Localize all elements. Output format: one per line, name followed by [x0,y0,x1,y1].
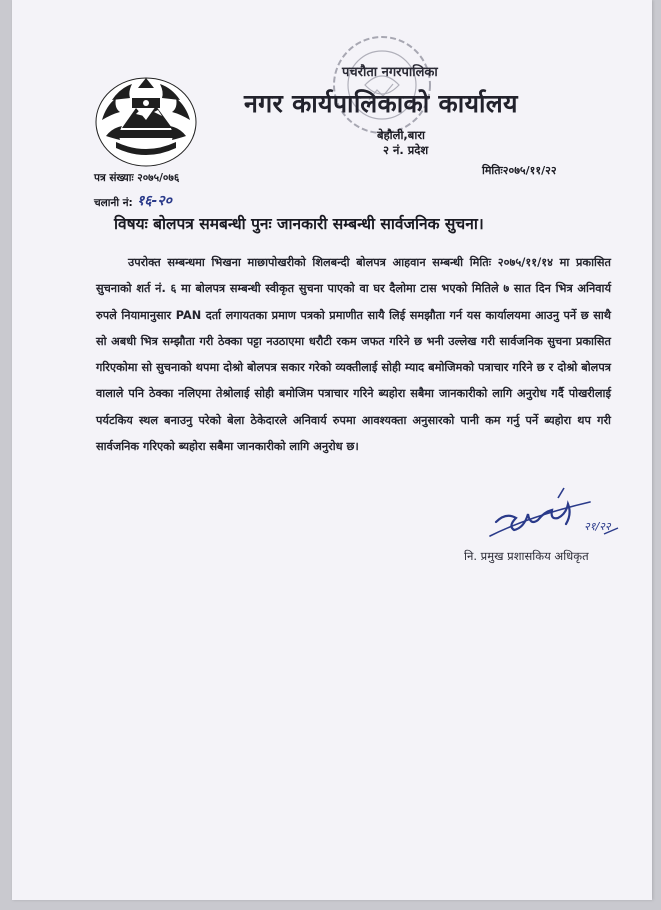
letter-body [96,250,611,460]
signatory-title: नि. प्रमुख प्रशासकिय अधिकृत [464,549,589,563]
handwritten-signature [486,484,636,546]
dispatch-number-label: चलानी नं: [94,197,133,209]
letter-number: पत्र संख्याः २०७५/०७६ [94,172,180,184]
letter-body-text: उपरोक्त सम्बन्धमा भिखना माछापोखरीको शिलबन्दी बोलपत्र आहवान सम्बन्धी मितिः २०७५/११/१४ मा प्रकासित सुचनाको शर्त नं. ६ मा बोलपत्र सम्बन्धी स्वीकृत सुचना पाएको वा घर दैलोमा टास भएको मितिले ७ सात दिन भित्र अनिवार्य रुपले नियामानुसार PAN दर्ता लगायतका प्रमाण पत्रको प्रमाणीत सायै लिई समझौता गर्न यस कार्यालयमा आउनु पर्ने छ साथै सो अबधी भित्र सम्झौता गरी ठेक्का पट्टा नउठाएमा धरौटी रकम जफत गरिने छ भनी उल्लेख गरी सार्वजनिक सुचना प्रकासित गरिएकोमा सो सुचनाको थपमा दोश्रो बोलपत्र सकार गरेको व्यक्तीलाई सोही म्याद बमोजिमको पत्राचार गरिने छ र दोश्रो बोलपत्र वालाले पनि ठेक्का नलिएमा तेश्रोलाई सोही बमोजिम पत्राचार गरिने ब्यहोरा सबैमा जानकारीको लागि अनुरोध गर्दै पोखरीलाई पर्यटकिय स्थल बनाउनु परेको बेला ठेकेदारले अनिवार्य रुपमा आवश्यक्ता अनुसारको पानी कम गर्नु पर्ने ब्यहोरा थप गरी सार्वजनिक गरिएको ब्यहोरा सबैमा जानकारीको लागि अनुरोध छ। [96,256,611,454]
office-location: बेहौली,बारा [377,128,426,142]
municipality-name: पचरौता नगरपालिका [342,65,438,80]
signature-date: २१/२२ [584,520,611,533]
province-label: २ नं. प्रदेश [383,143,429,157]
letter-date: मितिः२०७५/११/२२ [482,164,557,177]
letter-subject: विषयः बोलपत्र समबन्धी पुनः जानकारी सम्बन्धी सार्वजनिक सुचना। [114,215,484,233]
office-seal-stamp [327,30,437,140]
dispatch-number-handwritten: १६-२० [137,193,172,209]
government-emblem-logo [92,70,200,170]
office-title: नगर कार्यपालिकाको कार्यालय [244,89,518,118]
letter-page [12,0,652,900]
